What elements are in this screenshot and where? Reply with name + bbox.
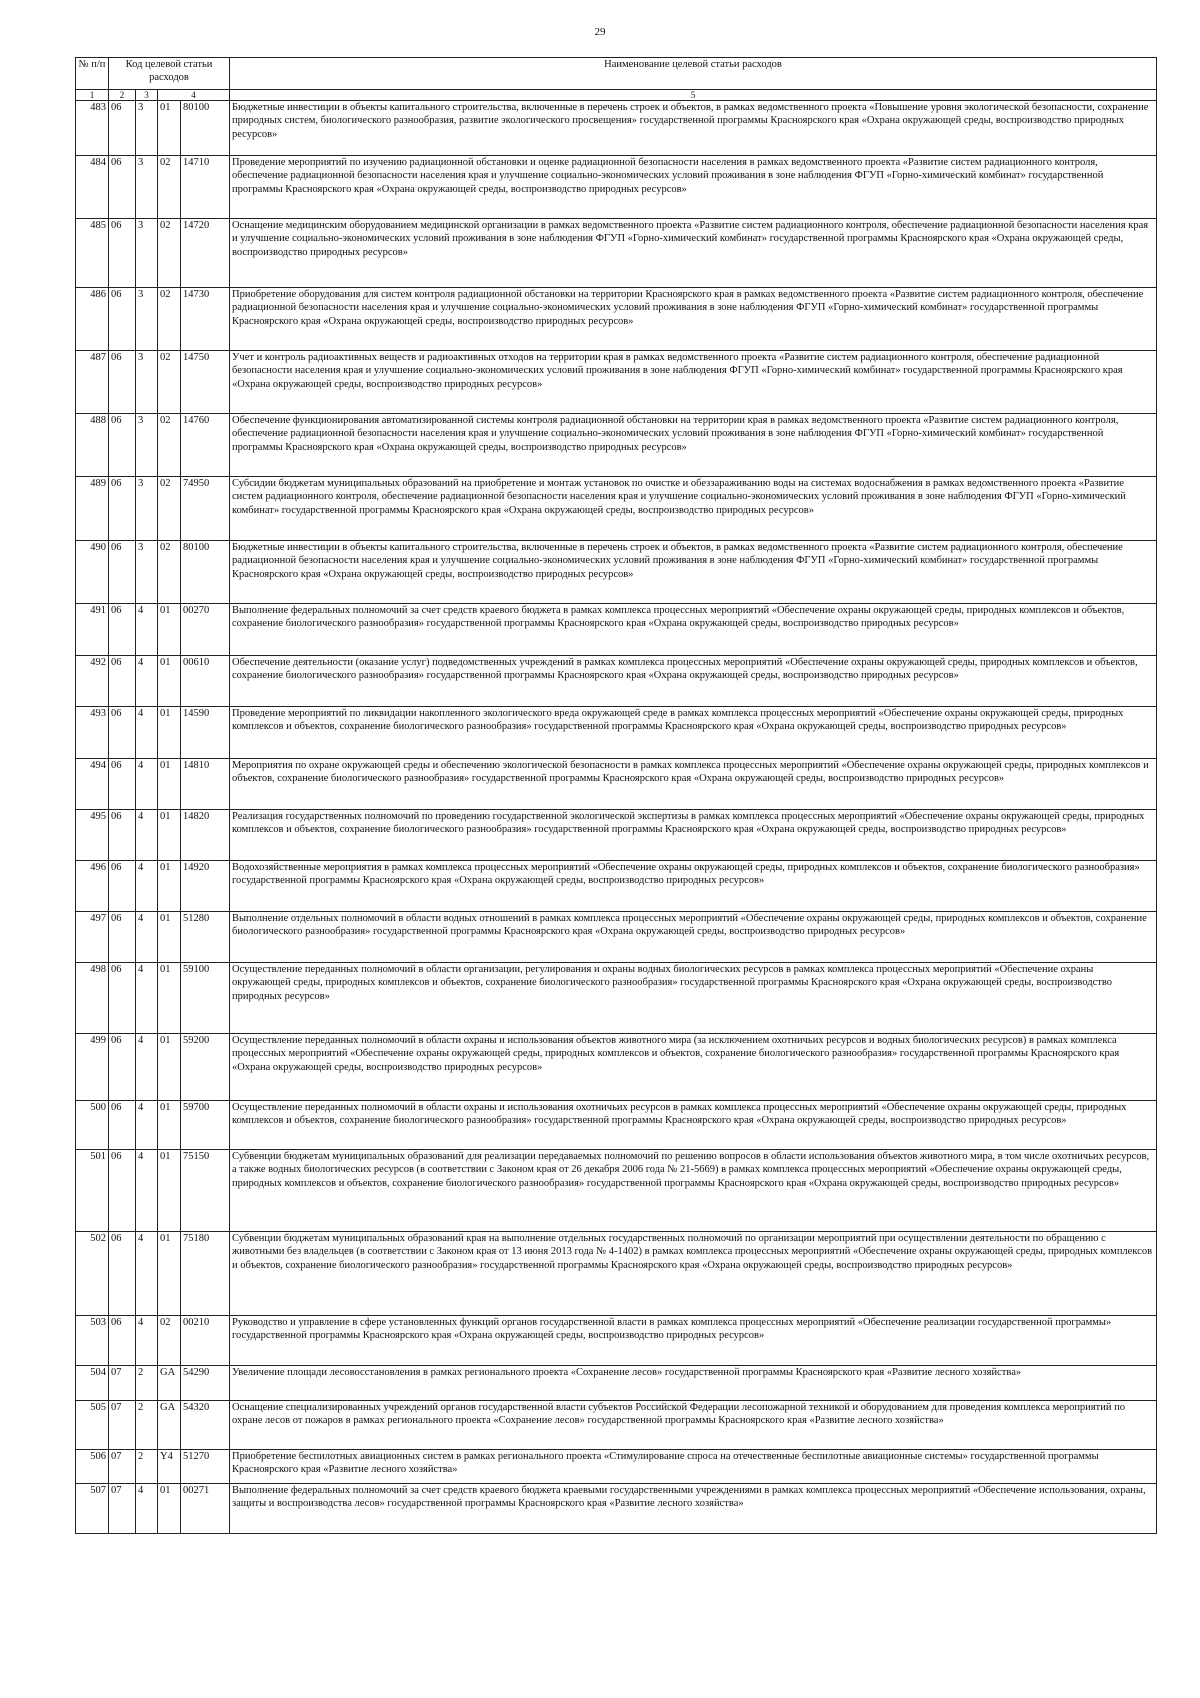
code-direction: 59100: [181, 963, 230, 1034]
row-number: 505: [76, 1401, 109, 1450]
row-number: 507: [76, 1484, 109, 1534]
code-direction: 51270: [181, 1450, 230, 1484]
code-subprogram: 3: [136, 541, 158, 604]
code-event: 01: [158, 912, 181, 963]
row-number: 489: [76, 477, 109, 541]
row-description: Приобретение беспилотных авиационных систем в рамках регионального проекта «Стимулирование спроса на отечественные беспилотные авиационные системы» государственной программы Красноярского края «Развитие лесного хозяйства»: [230, 1450, 1157, 1484]
code-direction: 80100: [181, 541, 230, 604]
code-event: 01: [158, 1484, 181, 1534]
code-program: 07: [109, 1450, 136, 1484]
code-subprogram: 3: [136, 351, 158, 414]
code-event: Y4: [158, 1450, 181, 1484]
code-program: 06: [109, 963, 136, 1034]
table-row: [76, 1232, 1157, 1316]
row-description: Субвенции бюджетам муниципальных образований края на выполнение отдельных государственных полномочий по организации мероприятий при осуществлении деятельности по обращению с животными без владельцев (в соответствии с Законом края от 13 июня 2013 года № 4-1402) в рамках комплекса процессных мероприятий «Обеспечение охраны окружающей среды, природных комплексов и объектов, сохранение биологического разнообразия» государственной программы Красноярского края «Охрана окружающей среды, воспроизводство природных ресурсов»: [230, 1232, 1157, 1316]
row-description: Выполнение отдельных полномочий в области водных отношений в рамках комплекса процессных мероприятий «Обеспечение охраны окружающей среды, природных комплексов и объектов, сохранение биологического разнообразия» государственной программы Красноярского края «Охрана окружающей среды, воспроизводство природных ресурсов»: [230, 912, 1157, 963]
code-event: 02: [158, 156, 181, 219]
code-direction: 00270: [181, 604, 230, 656]
table-row: [76, 963, 1157, 1034]
code-subprogram: 4: [136, 1316, 158, 1366]
row-number: 486: [76, 288, 109, 351]
code-event: 01: [158, 1232, 181, 1316]
code-program: 06: [109, 101, 136, 156]
table-row: [76, 1034, 1157, 1101]
row-description: Осуществление переданных полномочий в области организации, регулирования и охраны водных биологических ресурсов в рамках комплекса процессных мероприятий «Обеспечение охраны окружающей среды, природных комплексов и объектов, сохранение биологического разнообразия» государственной программы Красноярского края «Охрана окружающей среды, воспроизводство природных ресурсов»: [230, 963, 1157, 1034]
code-direction: 14820: [181, 810, 230, 861]
code-subprogram: 4: [136, 1150, 158, 1232]
row-number: 499: [76, 1034, 109, 1101]
code-event: 01: [158, 604, 181, 656]
code-event: 01: [158, 861, 181, 912]
code-direction: 14730: [181, 288, 230, 351]
code-program: 06: [109, 219, 136, 288]
code-program: 06: [109, 759, 136, 810]
table-row: [76, 707, 1157, 759]
code-event: 01: [158, 707, 181, 759]
row-number: 484: [76, 156, 109, 219]
row-number: 491: [76, 604, 109, 656]
table-row: [76, 1401, 1157, 1450]
code-direction: 75150: [181, 1150, 230, 1232]
row-description: Водохозяйственные мероприятия в рамках комплекса процессных мероприятий «Обеспечение охраны окружающей среды, природных комплексов и объектов, сохранение биологического разнообразия» государственной программы Красноярского края «Охрана окружающей среды, воспроизводство природных ресурсов»: [230, 861, 1157, 912]
code-program: 06: [109, 1034, 136, 1101]
row-description: Увеличение площади лесовосстановления в рамках регионального проекта «Сохранение лесов» государственной программы Красноярского края «Развитие лесного хозяйства»: [230, 1366, 1157, 1401]
row-number: 506: [76, 1450, 109, 1484]
code-event: 02: [158, 414, 181, 477]
code-direction: 54290: [181, 1366, 230, 1401]
code-subprogram: 4: [136, 1101, 158, 1150]
code-direction: 14750: [181, 351, 230, 414]
header-row-number: № п/п: [76, 58, 109, 90]
row-description: Осуществление переданных полномочий в области охраны и использования охотничьих ресурсов в рамках комплекса процессных мероприятий «Обеспечение охраны окружающей среды, природных комплексов и объектов, сохранение биологического разнообразия» государственной программы Красноярского края «Охрана окружающей среды, воспроизводство природных ресурсов»: [230, 1101, 1157, 1150]
column-numbers-row: [76, 90, 1157, 101]
budget-table: [75, 57, 1157, 1534]
code-subprogram: 4: [136, 707, 158, 759]
colnum-5: 5: [230, 90, 1157, 101]
code-event: 02: [158, 1316, 181, 1366]
row-number: 494: [76, 759, 109, 810]
code-subprogram: 4: [136, 656, 158, 707]
row-number: 496: [76, 861, 109, 912]
code-event: 02: [158, 477, 181, 541]
table-row: [76, 219, 1157, 288]
code-event: GA: [158, 1366, 181, 1401]
code-event: 01: [158, 656, 181, 707]
code-program: 06: [109, 604, 136, 656]
code-direction: 54320: [181, 1401, 230, 1450]
row-number: 483: [76, 101, 109, 156]
code-subprogram: 4: [136, 810, 158, 861]
code-program: 06: [109, 912, 136, 963]
table-row: [76, 1101, 1157, 1150]
code-subprogram: 4: [136, 861, 158, 912]
code-program: 06: [109, 288, 136, 351]
colnum-2: 2: [109, 90, 136, 101]
code-program: 06: [109, 707, 136, 759]
row-number: 495: [76, 810, 109, 861]
row-description: Субвенции бюджетам муниципальных образований для реализации передаваемых полномочий по решению вопросов в области использования объектов животного мира, в том числе охотничьих ресурсов, а также водных биологических ресурсов (в соответствии с Законом края от 26 декабря 2006 года № 21-5669) в рамках комплекса процессных мероприятий «Обеспечение охраны окружающей среды, природных комплексов и объектов, сохранение биологического разнообразия» государственной программы Красноярского края «Охрана окружающей среды, воспроизводство природных ресурсов»: [230, 1150, 1157, 1232]
row-description: Приобретение оборудования для систем контроля радиационной обстановки на территории Красноярского края в рамках ведомственного проекта «Развитие систем радиационного контроля, обеспечение радиационной безопасности населения края и улучшение социально-экономических условий проживания в зоне наблюдения ФГУП «Горно-химический комбинат» государственной программы Красноярского края «Охрана окружающей среды, воспроизводство природных ресурсов»: [230, 288, 1157, 351]
colnum-3: 3: [136, 90, 158, 101]
code-event: 02: [158, 288, 181, 351]
row-description: Проведение мероприятий по ликвидации накопленного экологического вреда окружающей среде в рамках комплекса процессных мероприятий «Обеспечение охраны окружающей среды, природных комплексов и объектов, сохранение биологического разнообразия» государственной программы Красноярского края «Охрана окружающей среды, воспроизводство природных ресурсов»: [230, 707, 1157, 759]
row-description: Субсидии бюджетам муниципальных образований на приобретение и монтаж установок по очистке и обеззараживанию воды на системах водоснабжения в рамках ведомственного проекта «Развитие систем радиационного контроля, обеспечение радиационной безопасности населения края и улучшение социально-экономических условий проживания в зоне наблюдения ФГУП «Горно-химический комбинат» государственной программы Красноярского края «Охрана окружающей среды, воспроизводство природных ресурсов»: [230, 477, 1157, 541]
code-direction: 75180: [181, 1232, 230, 1316]
page-number: 29: [594, 26, 606, 38]
code-direction: 14810: [181, 759, 230, 810]
header-code: Код целевой статьи расходов: [109, 58, 230, 90]
table-row: [76, 1366, 1157, 1401]
code-event: 01: [158, 101, 181, 156]
code-program: 06: [109, 156, 136, 219]
row-description: Учет и контроль радиоактивных веществ и радиоактивных отходов на территории края в рамках ведомственного проекта «Развитие систем радиационного контроля, обеспечение радиационной безопасности населения края и улучшение социально-экономических условий проживания в зоне наблюдения ФГУП «Горно-химический комбинат» государственной программы Красноярского края «Охрана окружающей среды, воспроизводство природных ресурсов»: [230, 351, 1157, 414]
code-event: 01: [158, 1101, 181, 1150]
row-number: 485: [76, 219, 109, 288]
row-number: 504: [76, 1366, 109, 1401]
row-number: 497: [76, 912, 109, 963]
row-description: Обеспечение функционирования автоматизированной системы контроля радиационной обстановки на территории края в рамках ведомственного проекта «Развитие систем радиационного контроля, обеспечение радиационной безопасности населения края и улучшение социально-экономических условий проживания в зоне наблюдения ФГУП «Горно-химический комбинат» государственной программы Красноярского края «Охрана окружающей среды, воспроизводство природных ресурсов»: [230, 414, 1157, 477]
row-description: Бюджетные инвестиции в объекты капитального строительства, включенные в перечень строек и объектов, в рамках ведомственного проекта «Повышение уровня экологической безопасности, сохранение природных систем, биологического разнообразия, развитие экологического просвещения» государственной программы Красноярского края «Охрана окружающей среды, воспроизводство природных ресурсов»: [230, 101, 1157, 156]
code-direction: 14590: [181, 707, 230, 759]
code-subprogram: 4: [136, 963, 158, 1034]
code-subprogram: 2: [136, 1401, 158, 1450]
table-row: [76, 861, 1157, 912]
code-event: 01: [158, 963, 181, 1034]
code-subprogram: 3: [136, 414, 158, 477]
colnum-4: 4: [158, 90, 230, 101]
table-row: [76, 101, 1157, 156]
code-event: 01: [158, 1150, 181, 1232]
code-program: 07: [109, 1401, 136, 1450]
code-program: 06: [109, 541, 136, 604]
row-description: Руководство и управление в сфере установленных функций органов государственной власти в рамках комплекса процессных мероприятий «Обеспечение реализации государственной программы» государственной программы Красноярского края «Охрана окружающей среды, воспроизводство природных ресурсов»: [230, 1316, 1157, 1366]
code-direction: 14710: [181, 156, 230, 219]
code-program: 06: [109, 656, 136, 707]
code-program: 07: [109, 1366, 136, 1401]
row-number: 498: [76, 963, 109, 1034]
table-row: [76, 1316, 1157, 1366]
table-row: [76, 759, 1157, 810]
row-description: Осуществление переданных полномочий в области охраны и использования объектов животного мира (за исключением охотничьих ресурсов и водных биологических ресурсов) в рамках комплекса процессных мероприятий «Обеспечение охраны окружающей среды, природных комплексов и объектов, сохранение биологического разнообразия» государственной программы Красноярского края «Охрана окружающей среды, воспроизводство природных ресурсов»: [230, 1034, 1157, 1101]
table-row: [76, 1450, 1157, 1484]
code-program: 06: [109, 477, 136, 541]
code-subprogram: 2: [136, 1450, 158, 1484]
code-subprogram: 4: [136, 912, 158, 963]
code-program: 06: [109, 810, 136, 861]
row-description: Проведение мероприятий по изучению радиационной обстановки и оценке радиационной безопасности населения в рамках ведомственного проекта «Развитие систем радиационного контроля, обеспечение радиационной безопасности населения края и улучшение социально-экономических условий проживания в зоне наблюдения ФГУП «Горно-химический комбинат» государственной программы Красноярского края «Охрана окружающей среды, воспроизводство природных ресурсов»: [230, 156, 1157, 219]
row-description: Обеспечение деятельности (оказание услуг) подведомственных учреждений в рамках комплекса процессных мероприятий «Обеспечение охраны окружающей среды, природных комплексов и объектов, сохранение биологического разнообразия» государственной программы Красноярского края «Охрана окружающей среды, воспроизводство природных ресурсов»: [230, 656, 1157, 707]
code-subprogram: 4: [136, 1232, 158, 1316]
code-subprogram: 3: [136, 477, 158, 541]
table-row: [76, 1150, 1157, 1232]
header-name: Наименование целевой статьи расходов: [230, 58, 1157, 90]
code-event: GA: [158, 1401, 181, 1450]
row-description: Выполнение федеральных полномочий за счет средств краевого бюджета в рамках комплекса процессных мероприятий «Обеспечение охраны окружающей среды, природных комплексов и объектов, сохранение биологического разнообразия» государственной программы Красноярского края «Охрана окружающей среды, воспроизводство природных ресурсов»: [230, 604, 1157, 656]
code-direction: 74950: [181, 477, 230, 541]
code-program: 06: [109, 1316, 136, 1366]
row-number: 490: [76, 541, 109, 604]
code-event: 01: [158, 1034, 181, 1101]
table-row: [76, 912, 1157, 963]
row-number: 492: [76, 656, 109, 707]
row-number: 501: [76, 1150, 109, 1232]
code-program: 06: [109, 351, 136, 414]
code-direction: 14720: [181, 219, 230, 288]
code-direction: 14760: [181, 414, 230, 477]
table-row: [76, 477, 1157, 541]
table-row: [76, 288, 1157, 351]
row-number: 500: [76, 1101, 109, 1150]
code-program: 06: [109, 861, 136, 912]
table-row: [76, 414, 1157, 477]
table-row: [76, 351, 1157, 414]
row-number: 487: [76, 351, 109, 414]
code-subprogram: 4: [136, 759, 158, 810]
row-description: Оснащение специализированных учреждений органов государственной власти субъектов Российской Федерации лесопожарной техникой и оборудованием для проведения комплекса мероприятий по охране лесов от пожаров в рамках регионального проекта «Сохранение лесов» государственной программы Красноярского края «Развитие лесного хозяйства»: [230, 1401, 1157, 1450]
code-subprogram: 2: [136, 1366, 158, 1401]
table-row: [76, 156, 1157, 219]
table-row: [76, 541, 1157, 604]
table-row: [76, 810, 1157, 861]
table-row: [76, 656, 1157, 707]
code-program: 06: [109, 1232, 136, 1316]
row-number: 502: [76, 1232, 109, 1316]
code-event: 02: [158, 219, 181, 288]
code-event: 02: [158, 541, 181, 604]
colnum-1: 1: [76, 90, 109, 101]
code-subprogram: 4: [136, 1484, 158, 1534]
code-subprogram: 4: [136, 1034, 158, 1101]
code-subprogram: 3: [136, 288, 158, 351]
row-description: Мероприятия по охране окружающей среды и обеспечению экологической безопасности в рамках комплекса процессных мероприятий «Обеспечение охраны окружающей среды, природных комплексов и объектов, сохранение биологического разнообразия» государственной программы Красноярского края «Охрана окружающей среды, воспроизводство природных ресурсов»: [230, 759, 1157, 810]
code-program: 06: [109, 1101, 136, 1150]
code-subprogram: 3: [136, 156, 158, 219]
code-direction: 00610: [181, 656, 230, 707]
code-direction: 00271: [181, 1484, 230, 1534]
row-number: 488: [76, 414, 109, 477]
row-description: Оснащение медицинским оборудованием медицинской организации в рамках ведомственного проекта «Развитие систем радиационного контроля, обеспечение радиационной безопасности населения края и улучшение социально-экономических условий проживания в зоне наблюдения ФГУП «Горно-химический комбинат» государственной программы Красноярского края «Охрана окружающей среды, воспроизводство природных ресурсов»: [230, 219, 1157, 288]
code-direction: 51280: [181, 912, 230, 963]
table-row: [76, 604, 1157, 656]
code-program: 06: [109, 1150, 136, 1232]
code-subprogram: 3: [136, 101, 158, 156]
row-description: Реализация государственных полномочий по проведению государственной экологической экспертизы в рамках комплекса процессных мероприятий «Обеспечение охраны окружающей среды, природных комплексов и объектов, сохранение биологического разнообразия» государственной программы Красноярского края «Охрана окружающей среды, воспроизводство природных ресурсов»: [230, 810, 1157, 861]
code-direction: 59200: [181, 1034, 230, 1101]
code-program: 07: [109, 1484, 136, 1534]
code-direction: 14920: [181, 861, 230, 912]
row-number: 503: [76, 1316, 109, 1366]
code-event: 01: [158, 759, 181, 810]
row-description: Выполнение федеральных полномочий за счет средств краевого бюджета краевыми государственными учреждениями в рамках комплекса процессных мероприятий «Обеспечение использования, охраны, защиты и воспроизводства лесов» государственной программы Красноярского края «Развитие лесного хозяйства»: [230, 1484, 1157, 1534]
code-direction: 80100: [181, 101, 230, 156]
row-number: 493: [76, 707, 109, 759]
code-program: 06: [109, 414, 136, 477]
row-description: Бюджетные инвестиции в объекты капитального строительства, включенные в перечень строек и объектов, в рамках ведомственного проекта «Развитие систем радиационного контроля, обеспечение радиационной безопасности населения края и улучшение социально-экономических условий проживания в зоне наблюдения ФГУП «Горно-химический комбинат» государственной программы Красноярского края «Охрана окружающей среды, воспроизводство природных ресурсов»: [230, 541, 1157, 604]
code-direction: 59700: [181, 1101, 230, 1150]
code-event: 01: [158, 810, 181, 861]
table-row: [76, 1484, 1157, 1534]
code-event: 02: [158, 351, 181, 414]
code-subprogram: 3: [136, 219, 158, 288]
code-subprogram: 4: [136, 604, 158, 656]
code-direction: 00210: [181, 1316, 230, 1366]
